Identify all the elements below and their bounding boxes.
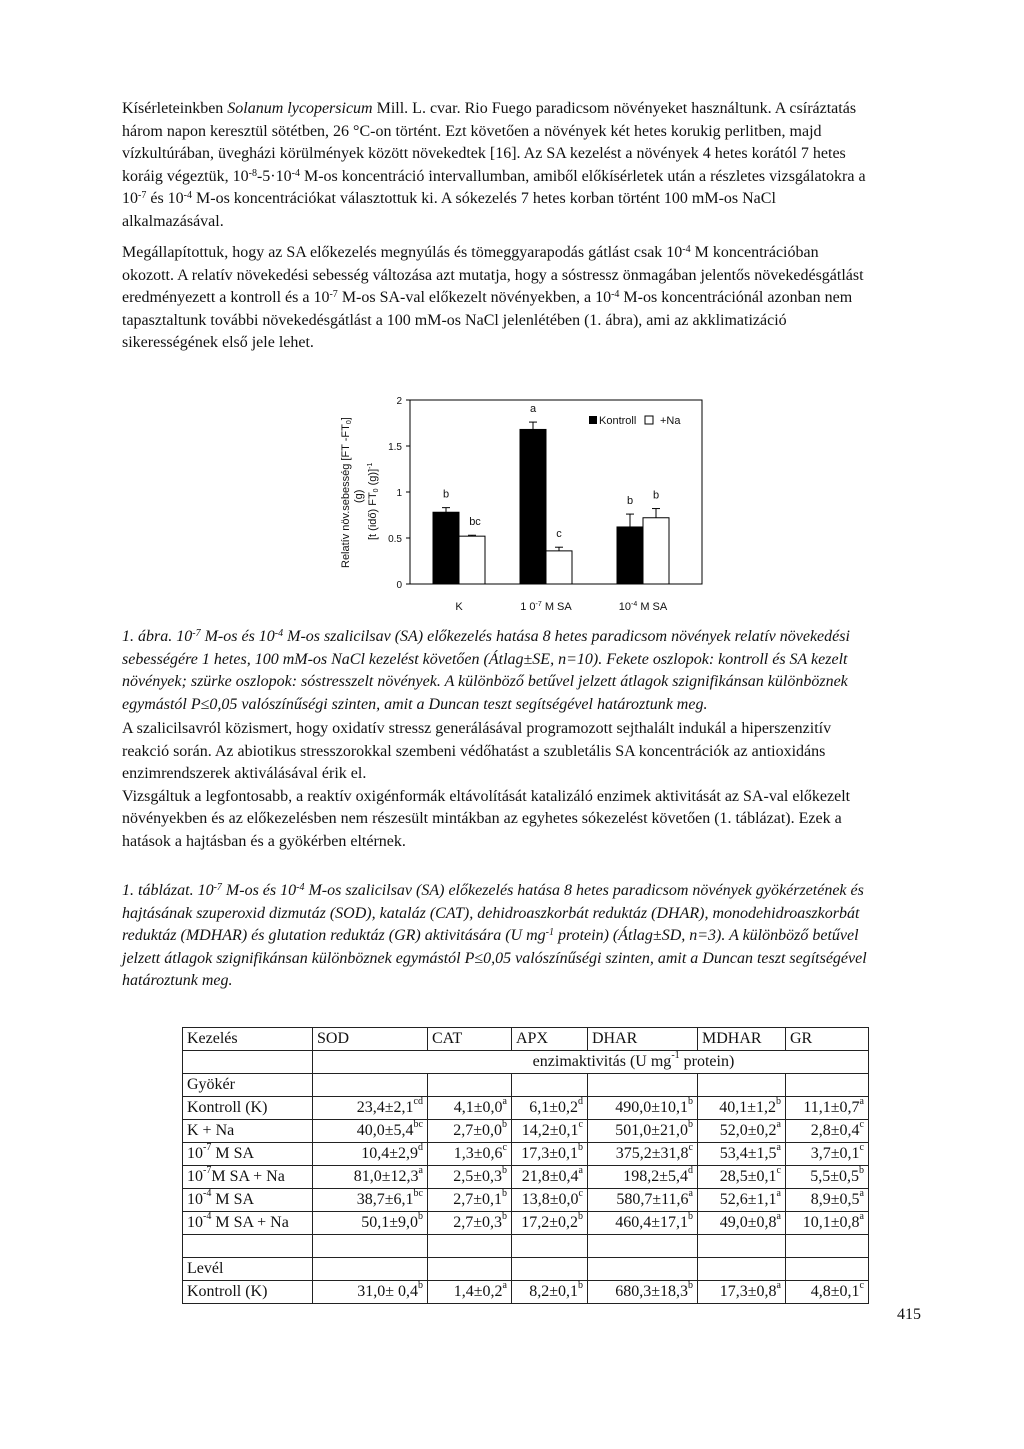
- table-row: [183, 1189, 869, 1212]
- section-label-leaf: Levél: [183, 1258, 313, 1281]
- text-line: 1. ábra. $10^{-7}$ M-os és $10^{-4}$ M-os szalicilsav (SA) előkezelés hatása 8 hetes paradicsom növények relatív növekedési: [122, 628, 850, 645]
- text-line: Kísérleteinkben Solanum lycopersicum Mill. L. cvar. Rio Fuego paradicsom növényeket használtunk. A csíráztatás: [122, 100, 857, 117]
- table-cell: 13,8±0,0$^c$: [512, 1189, 588, 1212]
- table-cell: 40,0±5,4$^{bc}$: [313, 1120, 428, 1143]
- y-tick-label: 0.5: [388, 534, 402, 545]
- table-header-cell: SOD: [313, 1028, 428, 1051]
- y-axis-label-line2: (g): [353, 489, 365, 503]
- significance-letter: a: [529, 403, 537, 416]
- y-axis-label: [340, 417, 380, 568]
- text-line: eredményezett a kontroll és a $10^{-7}$ M-os SA-val előkezelt növényekben, a $10^{-4}$ M-os koncentrációnál azonban nem: [122, 289, 853, 306]
- table-cell: 52,0±0,2$^a$: [698, 1120, 786, 1143]
- significance-letter: b: [652, 489, 660, 502]
- table-cell: 8,9±0,5$^a$: [786, 1189, 869, 1212]
- paragraph-results: [122, 242, 926, 355]
- table-cell: 81,0±12,3$^a$: [313, 1166, 428, 1189]
- text-line: sebességére 1 hetes, 100 mM-os NaCl kezelést követően (Átlag±SE, n=10). Fekete oszlopok: kontroll és SA kezelt: [122, 650, 848, 668]
- y-tick-label: 2: [396, 396, 402, 407]
- table-cell: 14,2±0,1$^c$: [512, 1120, 588, 1143]
- paragraph-methods: [122, 98, 926, 233]
- text-line: okozott. A relatív növekedési sebesség változása azt mutatja, hogy a sóstressz önmagában jelentős növekedésgátlást: [122, 266, 864, 284]
- table-cell: 28,5±0,1$^c$: [698, 1166, 786, 1189]
- x-tick-label-k: K: [455, 601, 463, 613]
- table-cell: 10,4±2,9$^d$: [313, 1143, 428, 1166]
- growth-rate-bar-chart: [330, 388, 710, 620]
- row-label: $10^{-7}$ M SA: [183, 1143, 313, 1166]
- table-cell: 5,5±0,5$^b$: [786, 1166, 869, 1189]
- y-tick-label: 1: [396, 488, 402, 499]
- table-cell: 8,2±0,1$^b$: [512, 1281, 588, 1304]
- row-label: K + Na: [183, 1120, 313, 1143]
- table-cell: 375,2±31,8$^c$: [588, 1143, 698, 1166]
- x-axis-labels: [455, 601, 668, 613]
- table-row: [183, 1120, 869, 1143]
- legend-label-kontroll: Kontroll: [599, 415, 637, 427]
- table-cell: 2,5±0,3$^b$: [428, 1166, 512, 1189]
- table-cell: 501,0±21,0$^b$: [588, 1120, 698, 1143]
- significance-letter: bc: [469, 516, 481, 529]
- text-line: $10^{-7}$ és $10^{-4}$ M-os koncentrációkat választottuk ki. A sókezelés 7 hetes korban történt 100 mM-os NaCl: [122, 190, 776, 207]
- text-line: határoztunk meg.: [122, 972, 233, 989]
- table-cell: 4,8±0,1$^c$: [786, 1281, 869, 1304]
- text-line: növények; szürke oszlopok: sóstresszelt növények. A különböző betűvel jelzett átlagok szignifikánsan különböznek: [122, 673, 848, 690]
- svg-text:1 0-7 M SA: 1 $0^{-7}$ M SA: [520, 601, 572, 613]
- significance-letter: c: [556, 528, 562, 541]
- table-cell: 1,3±0,6$^c$: [428, 1143, 512, 1166]
- table-cell: 4,1±0,0$^a$: [428, 1097, 512, 1120]
- table-cell: 1,4±0,2$^a$: [428, 1281, 512, 1304]
- table-cell: 17,3±0,8$^a$: [698, 1281, 786, 1304]
- bar: [520, 429, 546, 584]
- table-cell: 21,8±0,4$^a$: [512, 1166, 588, 1189]
- species-name: Solanum lycopersicum: [227, 100, 373, 117]
- table-cell: 17,2±0,2$^b$: [512, 1212, 588, 1235]
- table-cell: 2,7±0,0$^b$: [428, 1120, 512, 1143]
- table-header-row: [183, 1028, 869, 1051]
- x-tick-label-sa7: 1 0: [520, 601, 536, 613]
- text-line: hajtásának szuperoxid dizmutáz (SOD), kataláz (CAT), dehidroaszkorbát reduktáz (DHAR), monodehidroaszkorbát: [122, 904, 860, 922]
- table-header-cell: Kezelés: [183, 1028, 313, 1051]
- table-section-row: [183, 1258, 869, 1281]
- y-tick-label: 1.5: [388, 442, 402, 453]
- bar: [643, 518, 669, 584]
- table-row: [183, 1166, 869, 1189]
- y-axis-label-line1: Relatív növ.sebesség [FT -FT: [340, 424, 352, 568]
- table-cell: 31,0± 0,4$^b$: [313, 1281, 428, 1304]
- y-axis-label-line3: [t (idő) FT: [367, 492, 379, 540]
- svg-text:[t (idő) FT0 (g)]-1: [t (idő) FT0 (g)]$^{-1}$: [367, 462, 380, 540]
- text-line: 1. táblázat. $10^{-7}$ M-os és $10^{-4}$ M-os szalicilsav (SA) előkezelés hatása 8 hetes paradicsom növények gyökérzetének és: [122, 882, 864, 899]
- page-number: 415: [897, 1306, 921, 1323]
- figure-caption: [122, 626, 926, 716]
- table-cell: 53,4±1,5$^a$: [698, 1143, 786, 1166]
- y-tick-label: 0: [396, 580, 402, 591]
- table-cell: 50,1±9,0$^b$: [313, 1212, 428, 1235]
- x-tick-label-sa4: 10: [618, 601, 632, 613]
- text-line: jelzett átlagok szignifikánsan különböznek egymástól P≤0,05 valószínűségi szinten, amit a Duncan teszt segítségével: [122, 949, 867, 967]
- table-cell: 460,4±17,1$^b$: [588, 1212, 698, 1235]
- significance-letter: b: [442, 488, 450, 501]
- table-cell: 490,0±10,1$^b$: [588, 1097, 698, 1120]
- table-cell: 198,2±5,4$^d$: [588, 1166, 698, 1189]
- paragraph-discussion: [122, 718, 926, 853]
- text-line: vízkultúrában, üvegházi körülmények között növekedtek [16]. Az SA kezelést a növények 4 hetes korától 7 hetes: [122, 145, 846, 162]
- section-label-root: Gyökér: [183, 1074, 313, 1097]
- table-header-cell: APX: [512, 1028, 588, 1051]
- table-cell: 680,3±18,3$^b$: [588, 1281, 698, 1304]
- table-cell: 40,1±1,2$^b$: [698, 1097, 786, 1120]
- table-row: [183, 1097, 869, 1120]
- legend-swatch-na: [645, 416, 653, 424]
- bar: [617, 527, 643, 584]
- table-header-cell: CAT: [428, 1028, 512, 1051]
- table-cell: 10,1±0,8$^a$: [786, 1212, 869, 1235]
- legend: [589, 415, 681, 427]
- table-cell: 38,7±6,1$^{bc}$: [313, 1189, 428, 1212]
- table-header-cell: GR: [786, 1028, 869, 1051]
- row-label: Kontroll (K): [183, 1281, 313, 1304]
- svg-text:Relatív növ.sebesség [FT -FT0]: Relatív növ.sebesség [FT -FT0]: [340, 417, 353, 568]
- table-header-cell: MDHAR: [698, 1028, 786, 1051]
- text-line: reakció során. Az abiotikus stresszorokkal szembeni védőhatást a szubletális SA koncentrációk az antioxidáns: [122, 742, 826, 760]
- text-line: reduktáz (MDHAR) és glutation reduktáz (GR) aktivitására (U $mg^{-1}$ protein) (Átlag±SD, n=3). A különböző betűvel: [122, 927, 859, 944]
- text-line: növényekben és az előkezelésben nem részesült mintákban az egyhetes sókezelést követően (1. táblázat). Ezek a: [122, 810, 842, 827]
- table-cell: 52,6±1,1$^a$: [698, 1189, 786, 1212]
- text-line: sikerességének első jele lehet.: [122, 334, 314, 351]
- row-label: $10^{-4}$ M SA: [183, 1189, 313, 1212]
- table-cell: 6,1±0,2$^d$: [512, 1097, 588, 1120]
- bar: [459, 536, 485, 584]
- table-cell: 3,7±0,1$^c$: [786, 1143, 869, 1166]
- table-cell: 2,8±0,4$^c$: [786, 1120, 869, 1143]
- table-cell: 49,0±0,8$^a$: [698, 1212, 786, 1235]
- row-label: $10^{-4}$ M SA + Na: [183, 1212, 313, 1235]
- row-label: $10^{-7}M$ SA + Na: [183, 1166, 313, 1189]
- legend-label-na: +Na: [660, 415, 681, 427]
- enzyme-activity-table: [182, 1027, 869, 1304]
- bar: [433, 512, 459, 584]
- table-cell: 17,3±0,1$^b$: [512, 1143, 588, 1166]
- svg-text:10-4 M SA: $10^{-4}$ M SA: [618, 601, 668, 613]
- table-cell: 23,4±2,1$^{cd}$: [313, 1097, 428, 1120]
- table-row: [183, 1143, 869, 1166]
- unit-label: enzimaktivitás (U $mg^{-1}$ protein): [313, 1051, 869, 1074]
- row-label: Kontroll (K): [183, 1097, 313, 1120]
- text-line: egymástól P≤0,05 valószínűségi szinten, amit a Duncan teszt segítségével határoztunk meg.: [122, 695, 708, 713]
- table-cell: 580,7±11,6$^a$: [588, 1189, 698, 1212]
- text-line: enzimrendszerek aktiválásával érik el.: [122, 765, 367, 782]
- text-line: hatások a hajtásban és a gyökérben eltérnek.: [122, 832, 406, 850]
- table-section-row: [183, 1074, 869, 1097]
- significance-letter: b: [626, 495, 634, 508]
- text-line: három napon keresztül sötétben, 26 °C-on történt. Ezt követően a növények két hetes korukig perlitben, majd: [122, 122, 822, 140]
- text-line: Megállapítottuk, hogy az SA előkezelés megnyúlás és tömeggyarapodás gátlást csak $10^{-4}$ M koncentrációban: [122, 244, 819, 261]
- legend-swatch-kontroll: [589, 416, 597, 424]
- text-line: A szalicilsavról közismert, hogy oxidatív stressz generálásával programozott sejthalált indukál a hiperszenzitív: [122, 720, 832, 737]
- table-unit-row: [183, 1051, 869, 1074]
- text-line: tapasztaltunk további növekedésgátlást a 100 mM-os NaCl jelenlétében (1. ábra), ami az akklimatizáció: [122, 311, 787, 329]
- bar: [546, 551, 572, 584]
- table-cell: 2,7±0,3$^b$: [428, 1212, 512, 1235]
- table-caption: [122, 880, 926, 993]
- text-line: alkalmazásával.: [122, 212, 224, 230]
- table-row: [183, 1212, 869, 1235]
- table-cell: 11,1±0,7$^a$: [786, 1097, 869, 1120]
- table-spacer-row: [183, 1235, 869, 1258]
- table-row: [183, 1281, 869, 1304]
- table-cell: 2,7±0,1$^b$: [428, 1189, 512, 1212]
- table-header-cell: DHAR: [588, 1028, 698, 1051]
- text-line: Vizsgáltuk a legfontosabb, a reaktív oxigénformák eltávolítását katalizáló enzimek aktivitását az SA-val előkezelt: [122, 787, 851, 805]
- text-line: koráig végeztük, $10^{-8}-5\cdot 10^{-4}$ M-os koncentráció intervallumban, amiből előkísérletek után a részletes vizsgálatokra a: [122, 167, 866, 185]
